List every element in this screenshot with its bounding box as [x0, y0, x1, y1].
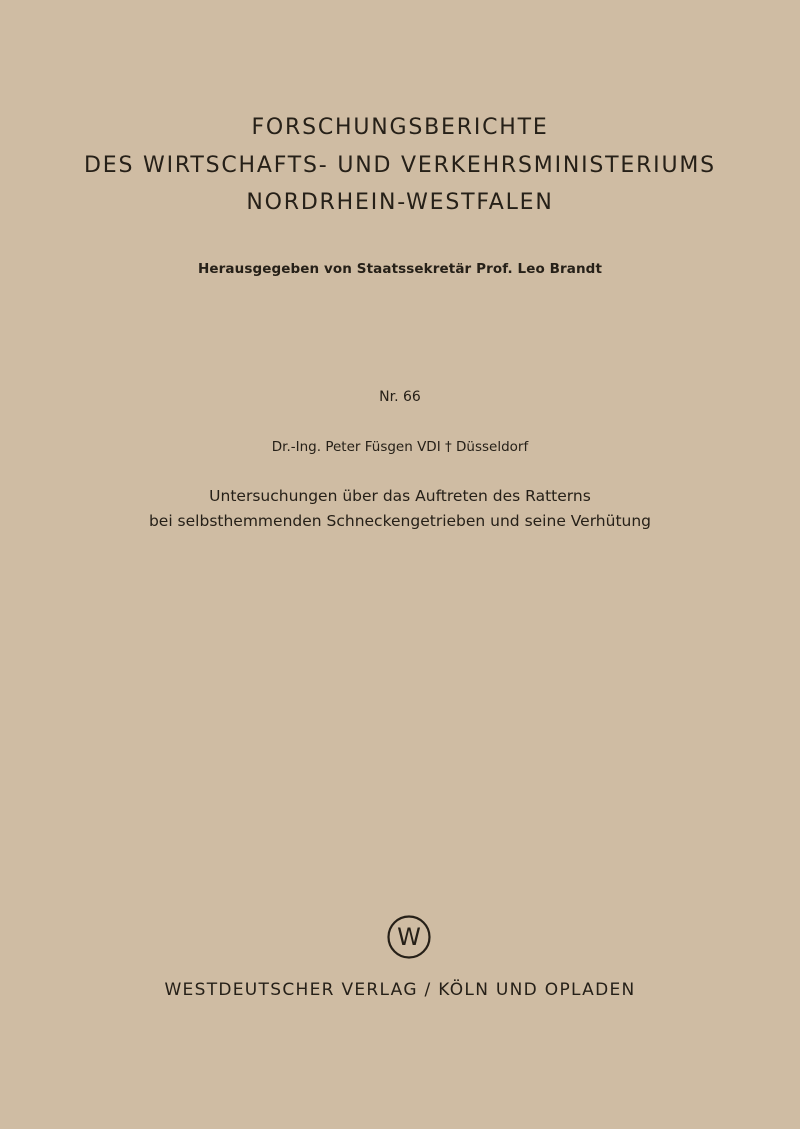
series-title-line-2: DES WIRTSCHAFTS- UND VERKEHRSMINISTERIUMS	[84, 153, 716, 178]
editor-line: Herausgegeben von Staatssekretär Prof. Leo Brandt	[197, 261, 603, 277]
logo-letter: W	[397, 923, 421, 951]
series-title-line-3: NORDRHEIN-WESTFALEN	[246, 190, 554, 215]
author-line: Dr.-Ing. Peter Füsgen VDI † Düsseldorf	[271, 439, 529, 455]
book-title-line-2: bei selbsthemmenden Schneckengetrieben und seine Verhütung	[148, 512, 652, 530]
series-title-line-1: FORSCHUNGSBERICHTE	[251, 115, 549, 140]
publisher-logo	[386, 914, 432, 960]
book-title-line-1: Untersuchungen über das Auftreten des Ratterns	[209, 487, 591, 505]
publisher-name: WESTDEUTSCHER VERLAG / KÖLN UND OPLADEN	[164, 980, 636, 1000]
volume-number: Nr. 66	[379, 389, 421, 405]
